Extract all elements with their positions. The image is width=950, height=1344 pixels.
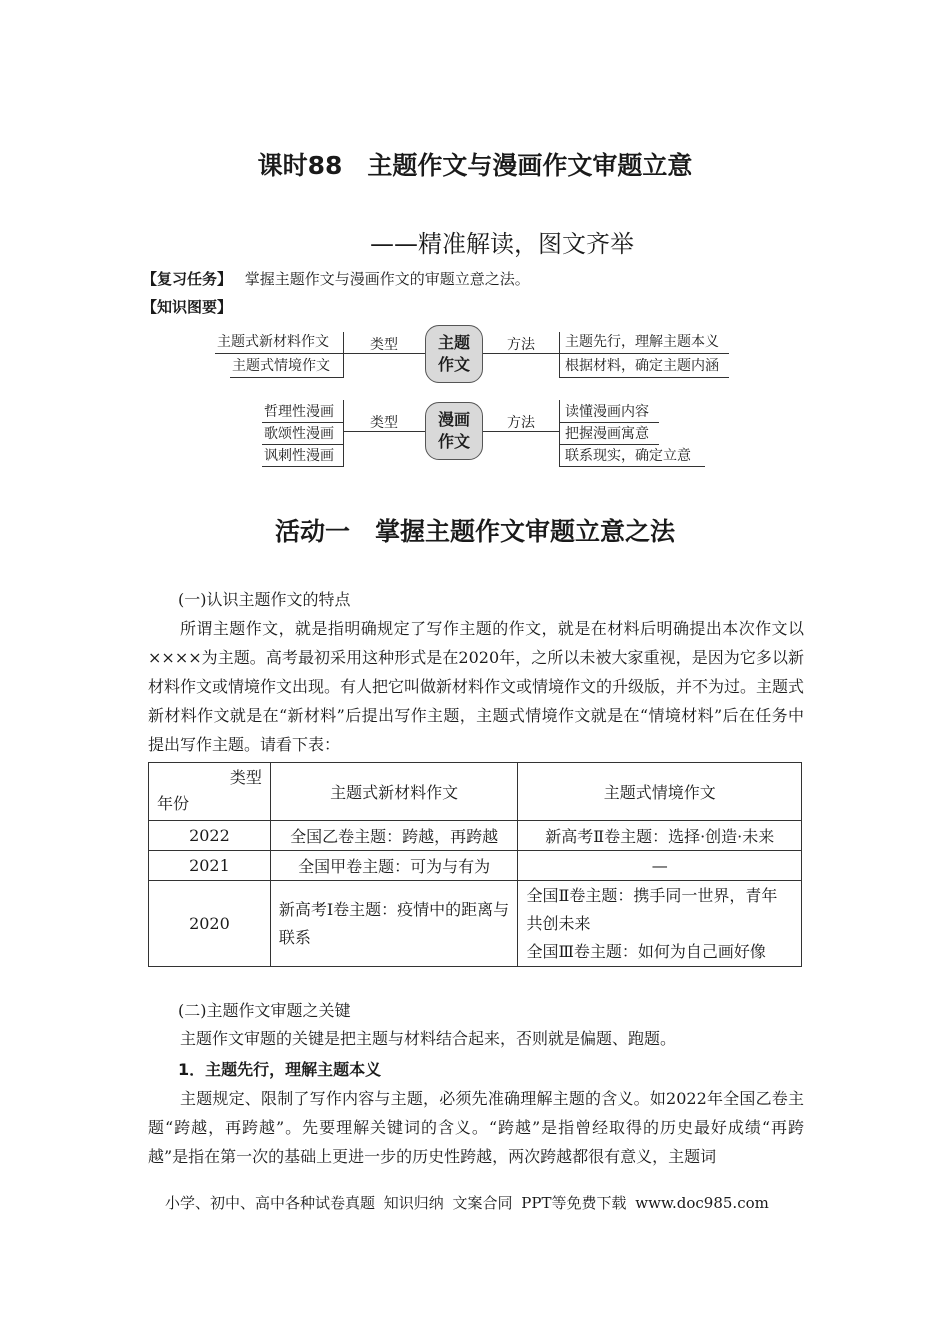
diagram-line [343, 332, 344, 378]
diagram-line [559, 444, 659, 445]
diagram-bottom-right-item: 读懂漫画内容 [565, 404, 649, 420]
diagram-line [559, 422, 659, 423]
table-cell-line: 全国Ⅲ卷主题：如何为自己画好像 [526, 941, 766, 961]
diagram-bottom-right-label: 方法 [507, 415, 535, 431]
point1-paragraph [148, 1084, 804, 1171]
diagram-top-left-item: 主题式新材料作文 [217, 334, 329, 350]
point1-paragraph-text: 主题规定、限制了写作内容与主题，必须先准确理解主题的含义。如2022年全国乙卷主题“跨越，再跨越”。先要理解关键词的含义。“跨越”是指曾经取得的历史最好成绩“再跨越”是指在第一次的基础上更进一步的历史性跨越，两次跨越都很有意义，主题词 [148, 1089, 804, 1166]
diagram-line [343, 400, 344, 467]
diagram-bottom-right-item: 联系现实，确定立意 [565, 448, 691, 464]
part1-paragraph [148, 614, 804, 759]
review-task-label: 【复习任务】 [142, 270, 233, 288]
table-cell-year: 2022 [149, 821, 271, 851]
diagram-top-left-item: 主题式情境作文 [232, 358, 330, 374]
part2-paragraph-text: 主题作文审题的关键是把主题与材料结合起来，否则就是偏题、跑题。 [180, 1029, 677, 1048]
page-subtitle: ——精准解读，图文齐举 [370, 230, 634, 258]
diagram-bottom-center-line1: 漫画 [437, 410, 470, 429]
diagram-bottom-left-item: 歌颂性漫画 [264, 426, 334, 442]
diagram-top-center [425, 325, 483, 383]
table-row [149, 851, 802, 881]
diagram-line [559, 400, 560, 467]
table-corner-cell [149, 763, 271, 821]
table-cell-year: 2021 [149, 851, 271, 881]
table-cell-line: 全国Ⅱ卷主题：携手同一世界，青年共创未来 [526, 885, 778, 933]
review-task [142, 268, 530, 289]
diagram-line [262, 466, 344, 467]
knowledge-diagram [215, 322, 735, 470]
table-header-row [149, 763, 802, 821]
diagram-top-left-label: 类型 [370, 337, 398, 353]
table-header-col1: 主题式新材料作文 [270, 763, 518, 821]
corner-bottom-label: 年份 [157, 794, 190, 813]
table-cell: 新高考Ⅰ卷主题：疫情中的距离与联系 [270, 881, 518, 967]
diagram-top-right-item: 根据材料，确定主题内涵 [565, 358, 719, 374]
diagram-bottom-left-item: 哲理性漫画 [264, 404, 334, 420]
part2-heading: (二)主题作文审题之关键 [178, 1001, 351, 1020]
corner-top-label: 类型 [229, 768, 262, 787]
review-task-text: 掌握主题作文与漫画作文的审题立意之法。 [244, 270, 530, 288]
table-cell: 全国乙卷主题：跨越，再跨越 [270, 821, 518, 851]
diagram-top-right-label: 方法 [507, 337, 535, 353]
part2-paragraph [148, 1024, 804, 1053]
diagram-line [230, 377, 344, 378]
diagram-top-right-item: 主题先行，理解主题本义 [565, 334, 719, 350]
knowledge-map-label [142, 296, 232, 317]
part1-paragraph-text: 所谓主题作文，就是指明确规定了写作主题的作文，就是在材料后明确提出本次作文以××××为主题。高考最初采用这种形式是在2020年，之所以未被大家重视，是因为它多以新材料作文或情境作文出现。有人把它叫做新材料作文或情境作文的升级版，并不为过。主题式新材料作文就是在“新材料”后提出写作主题，主题式情境作文就是在“情境材料”后在任务中提出写作主题。请看下表： [148, 619, 805, 754]
diagram-top-center-line2: 作文 [437, 355, 470, 374]
diagram-line [262, 444, 344, 445]
table-cell: — [518, 851, 802, 881]
page-footer: 小学、初中、高中各种试卷真题 知识归纳 文案合同 PPT等免费下载 www.doc985.com [165, 1194, 769, 1212]
table-header-col2: 主题式情境作文 [518, 763, 802, 821]
diagram-bottom-left-label: 类型 [370, 415, 398, 431]
diagram-line [262, 422, 344, 423]
part1-heading: (一)认识主题作文的特点 [178, 590, 351, 609]
table-cell-year: 2020 [149, 881, 271, 967]
diagram-line [559, 466, 705, 467]
knowledge-map-label-text: 【知识图要】 [142, 298, 233, 316]
table-cell [518, 881, 802, 967]
diagram-line [559, 332, 560, 378]
diagram-bottom-center [425, 402, 483, 460]
diagram-top-center-line1: 主题 [437, 333, 470, 352]
section-title: 活动一 掌握主题作文审题立意之法 [274, 517, 675, 546]
diagram-bottom-left-item: 讽刺性漫画 [264, 448, 334, 464]
point1-heading: 1．主题先行，理解主题本义 [178, 1060, 382, 1079]
topic-table [148, 762, 802, 967]
diagram-line [559, 353, 729, 354]
table-row [149, 881, 802, 967]
page-title: 课时88 主题作文与漫画作文审题立意 [257, 151, 693, 180]
table-cell: 新高考Ⅱ卷主题：选择·创造·未来 [518, 821, 802, 851]
diagram-bottom-right-item: 把握漫画寓意 [565, 426, 649, 442]
diagram-line [215, 353, 343, 354]
diagram-bottom-center-line2: 作文 [437, 432, 470, 451]
diagram-line [559, 377, 729, 378]
table-row [149, 821, 802, 851]
table-cell: 全国甲卷主题：可为与有为 [270, 851, 518, 881]
